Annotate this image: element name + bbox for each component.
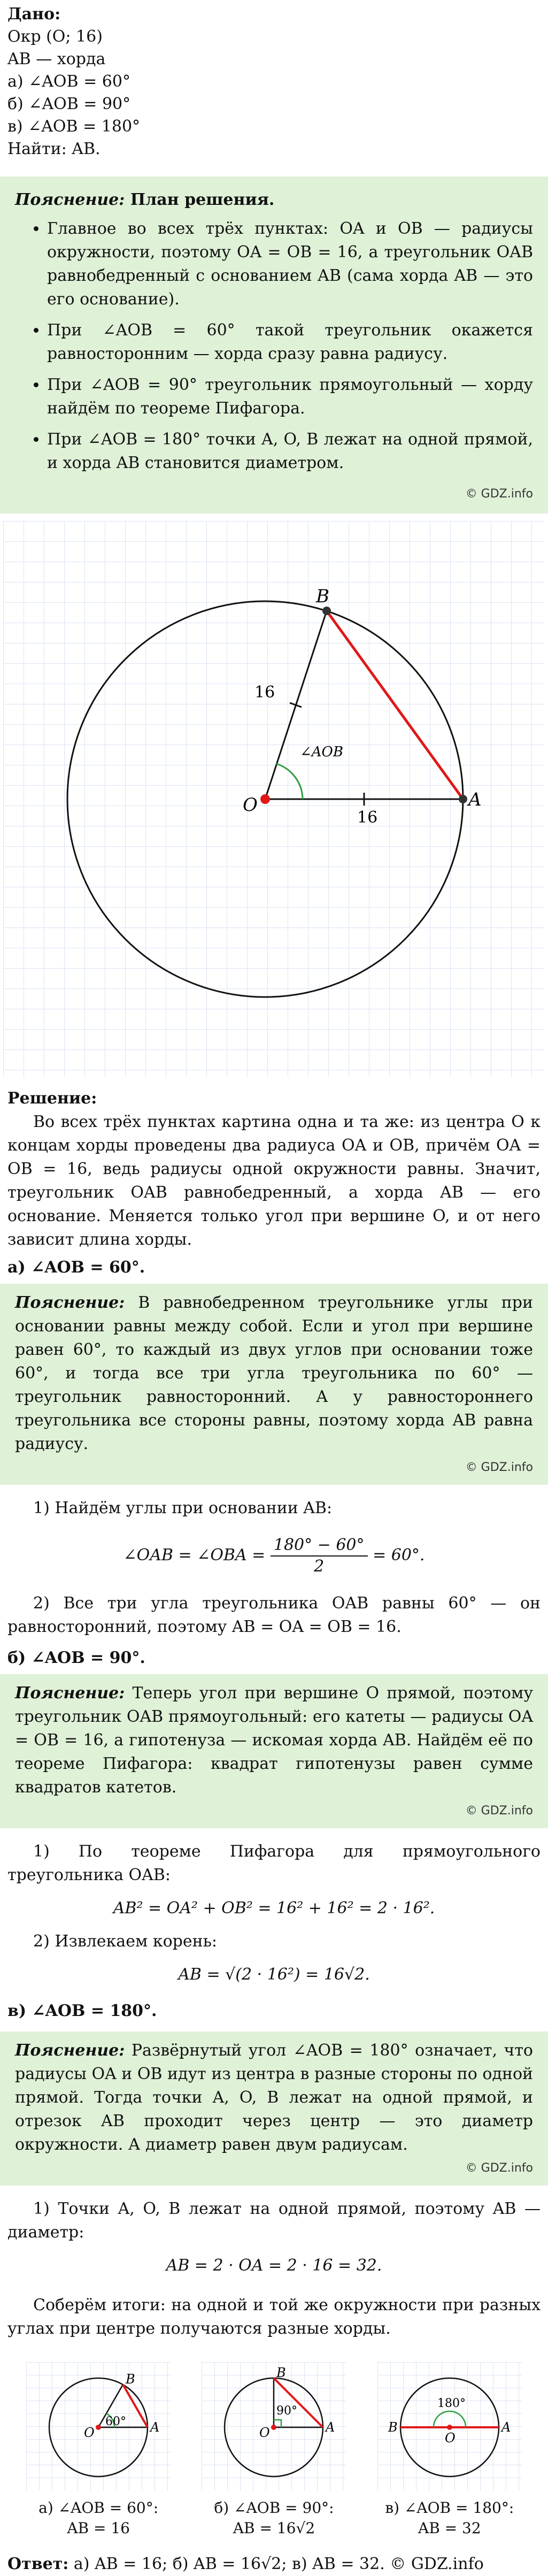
answer-text: а) AB = 16; б) AB = 16√2; в) AB = 32. © GDZ.info (73, 2555, 484, 2573)
part-a-formula-left: ∠OAB = ∠OBA = (123, 1546, 266, 1565)
summary-caption-c1: в) ∠AOB = 180°: (385, 2499, 514, 2517)
part-c-expl-head: Пояснение: (15, 2041, 125, 2060)
part-c-label: в) ∠AOB = 180°. (7, 2002, 157, 2020)
angle-arc (276, 764, 303, 799)
small-label-B: B (388, 2420, 398, 2435)
part-b-expl-body: Теперь угол при вершине O прямой, поэтому треугольник OAB прямоугольный: его катеты — радиусы OA = OB = 16, а гипотенуза — искомая хорда AB. Найдём её по теореме Пифагора: квадрат гипотенузы равен сумме квадратов катетов. (15, 1684, 533, 1797)
small-angle-label: 90° (276, 2404, 298, 2418)
given-chord: AB — хорда (7, 50, 106, 68)
part-a-step1: 1) Найдём углы при основании AB: (33, 1499, 333, 1517)
solution-title: Решение: (7, 1089, 97, 1108)
main-figure (3, 521, 545, 1077)
small-label-A: A (150, 2420, 160, 2435)
small-center (447, 2425, 452, 2430)
summary-figure-a-svg (26, 2362, 171, 2490)
main-figure-svg (3, 521, 545, 1077)
summary-figure-c-svg (377, 2362, 522, 2490)
part-a-expl-text (15, 1291, 533, 1456)
given-a: а) ∠AOB = 60° (7, 72, 130, 91)
small-label-B: B (126, 2372, 135, 2387)
summary-figure-a-canvas (26, 2362, 171, 2490)
part-b-step2: 2) Извлекаем корень: (33, 1932, 218, 1951)
given-find: Найти: AB. (7, 140, 101, 158)
summary-figure-a (18, 2362, 179, 2539)
summary-caption-b1: б) ∠AOB = 90°: (214, 2499, 334, 2517)
part-a-formula (0, 1535, 548, 1577)
part-b-label: б) ∠AOB = 90°. (7, 1649, 145, 1667)
small-label-O: O (84, 2425, 95, 2440)
summary-caption-a2: AB = 16 (67, 2519, 130, 2537)
part-a-label: а) ∠AOB = 60°. (7, 1258, 145, 1277)
summary-figures (0, 2362, 548, 2539)
summary-figure-c-canvas (377, 2362, 522, 2490)
summary-figure-c (369, 2362, 530, 2539)
label-A: A (468, 789, 482, 810)
summary-caption-b2: AB = 16√2 (233, 2519, 315, 2537)
plan-item: • При ∠AOB = 180° точки A, O, B лежат на одной прямой, и хорда AB становится диаметром. (47, 428, 533, 475)
center-dot (260, 794, 270, 804)
part-a-fraction (271, 1535, 368, 1577)
part-b-step1: 1) По теореме Пифагора для прямоугольного треугольника OAB: (7, 1842, 541, 1884)
plan-item: • При ∠AOB = 90° треугольник прямоугольный — хорду найдём по теореме Пифагора. (47, 373, 533, 420)
small-center (271, 2425, 276, 2430)
label-angle: ∠AOB (300, 744, 343, 760)
label-B: B (316, 586, 329, 607)
small-angle-label: 60° (105, 2415, 127, 2428)
small-label-O: O (444, 2431, 456, 2445)
solution-intro: Во всех трёх пунктах картина одна и та же: из центра O к концам хорды проведены два радиуса OA и OB, причём OA = OB = 16, ведь радиусы одной окружности равны. Значит, треугольник OAB равнобедренный, а хорда AB — его основание. Меняется только угол при вершине O, и от него зависит длина хорды. (7, 1113, 541, 1249)
part-c-explanation (0, 2031, 548, 2186)
part-a-explanation (0, 1284, 548, 1485)
summary-figure-b-svg (202, 2362, 346, 2490)
part-a-expl-body: В равнобедренном треугольнике углы при основании равны между собой. Если и угол при вершине равен 60°, то каждый из двух углов при основании тоже 60°, и тогда все три угла треугольника по 60° — треугольник равносторонний. А у равностороннего треугольника все стороны равны, поэтому хорда AB равна радиусу. (15, 1293, 533, 1453)
part-c-formula1: AB = 2 · OA = 2 · 16 = 32. (166, 2256, 382, 2275)
given-b: б) ∠AOB = 90° (7, 95, 131, 113)
point-B (322, 607, 331, 615)
gdz-watermark: © GDZ.info (465, 2161, 533, 2175)
given-circle: Окр (O; 16) (7, 27, 103, 46)
small-label-B: B (276, 2365, 287, 2380)
point-A (459, 795, 467, 803)
gdz-watermark: © GDZ.info (465, 1804, 533, 1818)
label-16-OB: 16 (254, 683, 275, 702)
summary-figure-b-canvas (202, 2362, 346, 2490)
part-c-expl-body: Развёрнутый угол ∠AOB = 180° означает, что радиусы OA и OB идут из центра в разные стороны по одной прямой. Тогда точки A, O, B лежат на одной прямой, и отрезок AB проходит через центр — это диаметр окружности. А диаметр равен двум радиусам. (15, 2041, 533, 2154)
answer-label: Ответ: (7, 2555, 69, 2573)
plan-heading (15, 188, 533, 212)
part-b-formula2: AB = √(2 · 16²) = 16√2. (178, 1965, 370, 1984)
plan-heading-italic: Пояснение: (15, 190, 125, 209)
summary-caption-a1: а) ∠AOB = 60°: (38, 2499, 159, 2517)
small-label-A: A (501, 2420, 511, 2435)
part-a-formula-right: = 60°. (373, 1546, 425, 1565)
given-title: Дано: (7, 5, 61, 24)
part-a-fraction-num: 180° − 60° (271, 1535, 368, 1557)
plan-panel (0, 177, 548, 513)
answer-line (0, 2552, 548, 2576)
small-angle-label: 180° (437, 2397, 466, 2410)
part-a-step2: 2) Все три угла треугольника OAB равны 60° — он равносторонний, поэтому AB = OA = OB = 16. (7, 1594, 541, 1636)
gdz-watermark: © GDZ.info (465, 487, 533, 501)
given-block (0, 0, 548, 160)
given-c: в) ∠AOB = 180° (7, 117, 141, 136)
small-label-O: O (259, 2425, 271, 2440)
small-label-A: A (326, 2420, 335, 2435)
gdz-watermark: © GDZ.info (465, 1461, 533, 1474)
plan-item: • При ∠AOB = 60° такой треугольник окажется равносторонним — хорда сразу равна радиусу. (47, 319, 533, 366)
chord-AB (327, 611, 463, 799)
small-chord (123, 2385, 148, 2427)
summary-text: Соберём итоги: на одной и той же окружности при разных углах при центре получаются разные хорды. (7, 2296, 541, 2338)
summary-caption-c2: AB = 32 (418, 2519, 481, 2537)
label-O: O (243, 794, 258, 816)
plan-item: • Главное во всех трёх пунктах: OA и OB — радиусы окружности, поэтому OA = OB = 16, а треугольник OAB равнобедренный с основанием AB (сама хорда AB — это его основание). (47, 217, 533, 311)
plan-list (15, 217, 533, 475)
part-a-fraction-den: 2 (314, 1557, 325, 1576)
part-b-expl-text (15, 1682, 533, 1799)
part-a-expl-head: Пояснение: (15, 1293, 125, 1312)
small-center (96, 2425, 101, 2430)
part-c-expl-text (15, 2039, 533, 2157)
solution-block (0, 1087, 548, 2341)
plan-heading-bold: План решения. (130, 190, 275, 209)
part-b-expl-head: Пояснение: (15, 1684, 125, 1703)
part-b-formula1: AB² = OA² + OB² = 16² + 16² = 2 · 16². (113, 1899, 435, 1918)
summary-figure-b (194, 2362, 354, 2539)
part-b-explanation (0, 1674, 548, 1828)
part-c-step1: 1) Точки A, O, B лежат на одной прямой, поэтому AB — диаметр: (7, 2199, 541, 2242)
label-16-OA: 16 (357, 808, 378, 827)
